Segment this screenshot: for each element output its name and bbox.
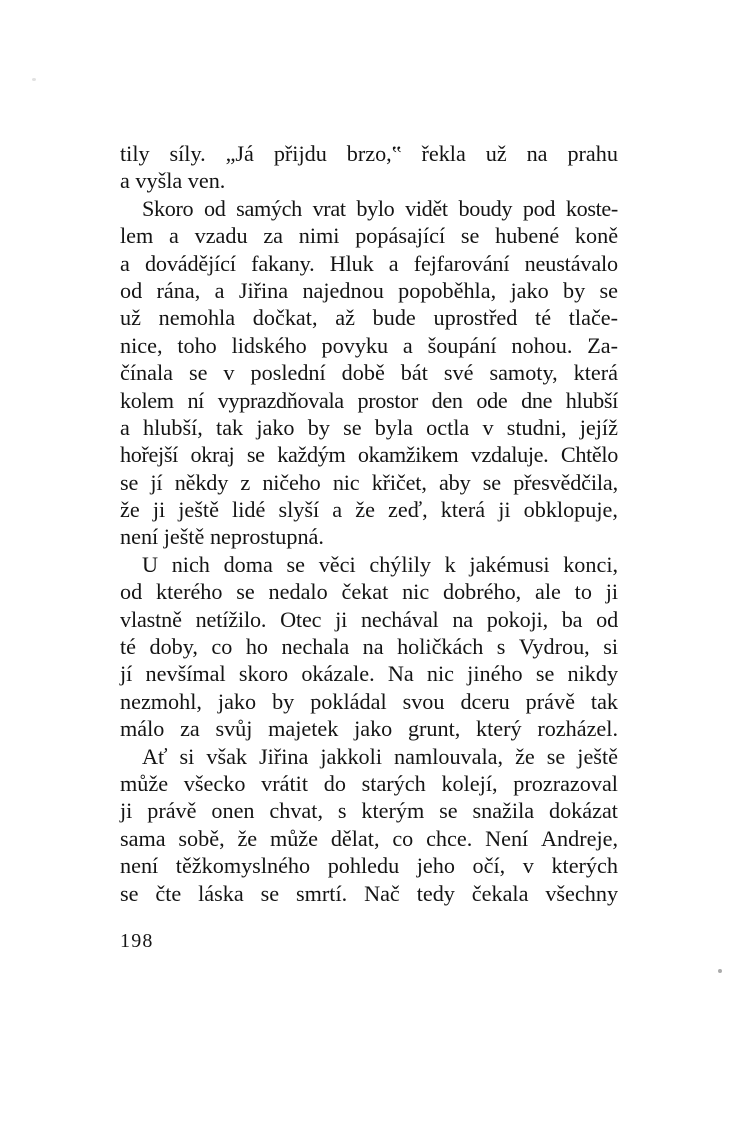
word: netížilo. xyxy=(195,606,267,632)
word: že xyxy=(515,743,535,769)
word: studni, xyxy=(506,414,567,440)
word: Není xyxy=(485,825,529,851)
word: by xyxy=(563,277,586,303)
word: někdy xyxy=(174,469,229,495)
word: „Já xyxy=(225,141,254,166)
word: z xyxy=(240,469,251,495)
word: ale xyxy=(535,579,561,605)
word: Na xyxy=(387,661,414,687)
word: nevšímal xyxy=(145,661,226,687)
word: a xyxy=(402,332,413,358)
word: ji xyxy=(605,579,619,605)
word: své xyxy=(443,360,474,386)
word: to xyxy=(574,579,592,605)
word: tlače- xyxy=(568,305,619,331)
text-line xyxy=(120,852,618,879)
word: k xyxy=(444,551,456,577)
word: v xyxy=(223,360,235,386)
word: který xyxy=(476,716,522,742)
word: poslední xyxy=(250,360,326,386)
word: přijdu xyxy=(273,141,327,166)
word: nechala xyxy=(281,634,350,660)
word: věci xyxy=(318,551,356,577)
scan-speck-artifact xyxy=(32,78,36,81)
word: povyku xyxy=(321,332,389,358)
word: a xyxy=(332,497,343,523)
word: očí, xyxy=(472,853,506,879)
word: ji xyxy=(498,497,511,523)
word: ji xyxy=(152,497,166,523)
text-line xyxy=(120,578,618,605)
word: konci, xyxy=(563,551,619,577)
word: nich xyxy=(171,551,210,577)
word: hlubší xyxy=(565,387,618,413)
word: síly. xyxy=(169,141,206,166)
word: čínala xyxy=(120,360,173,386)
word: ba xyxy=(561,606,583,632)
word: by xyxy=(272,688,295,714)
word: prahu xyxy=(567,141,618,166)
word: skoro xyxy=(238,661,289,687)
word: vyprazdňovala xyxy=(217,387,344,413)
word: v xyxy=(522,853,534,879)
word: rána, xyxy=(156,277,201,303)
word: už xyxy=(120,305,141,331)
word: uprostřed xyxy=(433,305,518,331)
word: čekat xyxy=(341,579,389,605)
word: Ať xyxy=(142,743,168,769)
word: málo xyxy=(120,716,165,742)
word: samoty, xyxy=(489,360,558,386)
word: lem xyxy=(120,223,154,249)
word: od xyxy=(596,606,619,632)
word: lidé xyxy=(232,497,266,523)
word: pod xyxy=(522,195,556,221)
word: ještě xyxy=(178,497,219,523)
word: okamžikem xyxy=(357,442,459,468)
word: slyší xyxy=(278,497,320,523)
word: ji xyxy=(335,606,348,632)
word: co xyxy=(211,634,233,660)
word: lidského xyxy=(231,332,307,358)
text-line xyxy=(120,277,618,304)
word: nedalo xyxy=(268,579,328,605)
word: rozházel. xyxy=(537,716,618,742)
word: není xyxy=(120,853,159,879)
word: jejíž xyxy=(579,414,618,440)
word: době xyxy=(341,360,385,386)
word: Andreje, xyxy=(541,825,619,851)
word: všecko xyxy=(183,770,246,796)
word: bylo xyxy=(356,195,395,221)
text-line xyxy=(120,195,618,222)
word: grunt, xyxy=(407,716,461,742)
word: Otec xyxy=(280,606,322,632)
word: pokládal xyxy=(310,688,387,714)
word: na xyxy=(452,606,473,632)
text-line xyxy=(120,414,618,441)
word: Nač xyxy=(364,880,400,906)
word: U xyxy=(142,551,159,577)
word: do xyxy=(323,770,346,796)
text-line xyxy=(120,359,618,386)
word: jí xyxy=(120,661,133,687)
word: ji xyxy=(120,798,133,824)
word: starých xyxy=(361,770,426,796)
word: dělat, xyxy=(330,825,380,851)
word: boudy xyxy=(458,195,513,221)
word: která xyxy=(573,360,618,386)
word: vidět xyxy=(405,195,448,221)
word: svůj xyxy=(215,716,253,742)
word: ode xyxy=(476,387,508,413)
word: najednou xyxy=(302,277,384,303)
word: bát xyxy=(400,360,428,386)
word: za xyxy=(180,716,200,742)
word: kterých xyxy=(551,853,618,879)
text-line xyxy=(120,797,618,824)
word: zeď, xyxy=(388,497,428,523)
word: křičet, xyxy=(371,469,427,495)
text-line: a vyšla ven. xyxy=(120,168,226,194)
word: pohledu xyxy=(327,853,400,879)
word: na xyxy=(526,141,548,166)
word: Jiřina xyxy=(259,743,309,769)
word: se xyxy=(343,414,362,440)
word: a xyxy=(388,250,399,276)
word: se xyxy=(482,469,501,495)
word: už xyxy=(485,141,507,166)
text-line xyxy=(120,441,618,468)
word: se xyxy=(120,880,139,906)
word: Jiřina xyxy=(238,277,289,303)
word: v xyxy=(482,414,494,440)
word: dokázat xyxy=(548,798,618,824)
word: kterým xyxy=(361,798,425,824)
text-line xyxy=(120,688,618,715)
word: jakémusi xyxy=(469,551,550,577)
word: nic xyxy=(402,579,430,605)
word: nic xyxy=(332,469,360,495)
word: si xyxy=(603,634,618,660)
scan-speck-artifact xyxy=(718,969,722,973)
word: sobě, xyxy=(178,825,225,851)
word: jakkoli xyxy=(320,743,382,769)
word: dceru xyxy=(460,688,510,714)
word: se xyxy=(535,661,555,687)
word: hořejší xyxy=(120,442,178,468)
word: se xyxy=(236,579,255,605)
word: nezmohl, xyxy=(120,688,202,714)
word: Vydrou, xyxy=(518,634,590,660)
word: tak xyxy=(590,688,619,714)
word: okraj xyxy=(190,442,235,468)
text-line xyxy=(120,496,618,523)
text-line xyxy=(120,770,618,797)
text-line xyxy=(120,304,618,331)
word: vzdaluje. xyxy=(470,442,549,468)
word: okázale. xyxy=(301,661,375,687)
word: vlastně xyxy=(120,606,182,632)
word: Za- xyxy=(587,332,618,358)
text-line: není ještě neprostupná. xyxy=(120,524,324,550)
word: čte xyxy=(155,880,182,906)
word: vzadu xyxy=(194,223,248,249)
word: by xyxy=(307,414,330,440)
word: octla xyxy=(426,414,470,440)
word: čekala xyxy=(471,880,529,906)
word: fejfarování xyxy=(413,250,510,276)
text-line xyxy=(120,825,618,852)
word: a xyxy=(214,277,225,303)
word: brzo,‟ xyxy=(346,141,402,166)
word: nohou. xyxy=(511,332,573,358)
word: se xyxy=(188,360,208,386)
word: chvat, xyxy=(269,798,323,824)
word: holičkách xyxy=(397,634,484,660)
word: si xyxy=(179,743,195,769)
word: jako xyxy=(256,414,295,440)
word: ještě xyxy=(577,743,618,769)
word: se xyxy=(546,743,566,769)
word: Chtělo xyxy=(560,442,618,468)
word: láska xyxy=(198,880,244,906)
word: doma xyxy=(223,551,273,577)
word: pokoji, xyxy=(486,606,548,632)
word: kterého xyxy=(155,579,223,605)
word: doby, xyxy=(149,634,198,660)
word: od xyxy=(120,579,143,605)
word: a xyxy=(120,414,130,440)
word: těžkomyslného xyxy=(175,853,311,879)
word: koně xyxy=(574,223,619,249)
word: od xyxy=(120,277,143,303)
word: se xyxy=(246,442,265,468)
word: se xyxy=(460,223,480,249)
word: dovádějící xyxy=(144,250,236,276)
word: jí xyxy=(150,469,163,495)
word: jiného xyxy=(467,661,523,687)
word: jako xyxy=(217,688,257,714)
word: může xyxy=(269,825,319,851)
word: co xyxy=(392,825,414,851)
body-text-block xyxy=(120,140,620,907)
word: byla xyxy=(374,414,413,440)
word: řekla xyxy=(421,141,466,166)
text-line xyxy=(120,469,618,496)
word: obklopuje, xyxy=(523,497,618,523)
word: aby xyxy=(438,469,471,495)
word: se xyxy=(260,880,280,906)
word: snažila xyxy=(472,798,535,824)
word: s xyxy=(337,798,347,824)
word: koste- xyxy=(565,195,618,221)
text-line xyxy=(120,715,618,742)
word: všechny xyxy=(545,880,619,906)
word: nemohla xyxy=(158,305,236,331)
word: Hluk xyxy=(329,250,374,276)
word: popásající xyxy=(355,223,446,249)
word: a xyxy=(169,223,179,249)
word: se xyxy=(599,277,619,303)
word: se xyxy=(286,551,306,577)
word: se xyxy=(120,469,139,495)
word: toho xyxy=(177,332,217,358)
text-line xyxy=(120,387,618,414)
word: sama xyxy=(120,825,166,851)
word: až xyxy=(335,305,355,331)
word: každým xyxy=(277,442,346,468)
word: dočkat, xyxy=(252,305,318,331)
word: prozrazoval xyxy=(513,770,618,796)
word: jako xyxy=(354,716,393,742)
word: onen xyxy=(211,798,255,824)
word: nechával xyxy=(360,606,439,632)
word: chce. xyxy=(426,825,473,851)
word: fakany. xyxy=(251,250,315,276)
word: Skoro xyxy=(142,195,194,221)
text-line xyxy=(120,743,618,770)
word: tily xyxy=(120,141,150,166)
word: že xyxy=(355,497,375,523)
word: samých xyxy=(236,195,302,221)
text-line xyxy=(120,140,618,167)
text-line xyxy=(120,332,618,359)
word: kolem xyxy=(120,387,174,413)
word: na xyxy=(362,634,384,660)
word: kolejí, xyxy=(441,770,498,796)
word: té xyxy=(120,634,137,660)
word: svou xyxy=(402,688,445,714)
word: přesvědčila, xyxy=(513,469,618,495)
word: s xyxy=(496,634,506,660)
word: popoběhla, xyxy=(398,277,497,303)
word: šoupání xyxy=(427,332,497,358)
word: právě xyxy=(147,798,197,824)
word: neustávalo xyxy=(524,250,618,276)
text-line xyxy=(120,551,618,578)
word: nimi xyxy=(298,223,340,249)
word: od xyxy=(203,195,226,221)
word: tak xyxy=(216,414,244,440)
word: ho xyxy=(245,634,268,660)
text-line xyxy=(120,606,618,633)
word: hubené xyxy=(495,223,560,249)
word: té xyxy=(535,305,552,331)
word: namlouvala, xyxy=(394,743,504,769)
word: že xyxy=(237,825,258,851)
word: a xyxy=(120,250,130,276)
word: jako xyxy=(510,277,549,303)
word: den xyxy=(431,387,463,413)
text-line xyxy=(120,633,618,660)
word: prostor xyxy=(357,387,418,413)
word: vrat xyxy=(312,195,346,221)
word: smrtí. xyxy=(296,880,348,906)
word: však xyxy=(206,743,248,769)
word: může xyxy=(120,770,169,796)
word: dobrého, xyxy=(442,579,522,605)
word: hlubší, xyxy=(143,414,203,440)
word: nic xyxy=(426,661,454,687)
word: se xyxy=(439,798,458,824)
word: za xyxy=(263,223,284,249)
word: jeho xyxy=(416,853,455,879)
word: dne xyxy=(521,387,553,413)
word: že xyxy=(120,497,140,523)
word: chýlily xyxy=(369,551,431,577)
word: nice, xyxy=(120,332,163,358)
word: ní xyxy=(187,387,204,413)
word: vrátit xyxy=(261,770,308,796)
word: která xyxy=(440,497,486,523)
word: právě xyxy=(525,688,575,714)
text-line xyxy=(120,250,618,277)
word: ničeho xyxy=(262,469,321,495)
text-line xyxy=(120,880,618,907)
word: bude xyxy=(372,305,416,331)
page-number: 198 xyxy=(120,930,154,952)
text-line xyxy=(120,222,618,249)
word: nikdy xyxy=(567,661,619,687)
text-line xyxy=(120,660,618,687)
word: tedy xyxy=(416,880,455,906)
word: majetek xyxy=(268,716,339,742)
